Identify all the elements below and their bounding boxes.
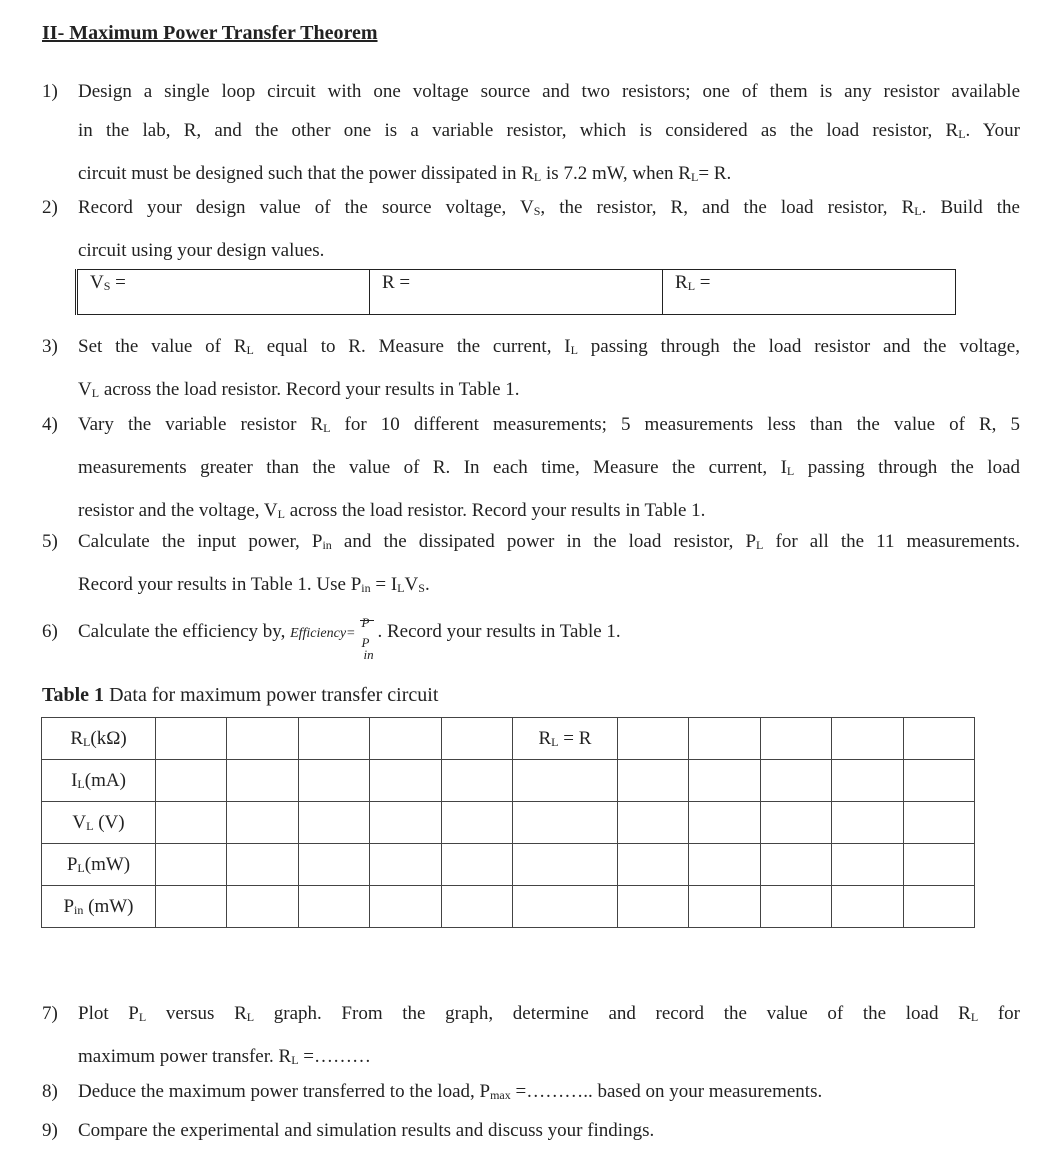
step-line: $V_L$ across the load resistor. Record your results in Table 1. — [78, 379, 520, 400]
table-cell[interactable] — [760, 886, 831, 928]
rl-cell[interactable]: $R_L$ = — [663, 270, 956, 315]
table-cell[interactable] — [689, 718, 760, 760]
table-cell[interactable] — [441, 886, 512, 928]
step-9: 9) Compare the experimental and simulation results and discuss your findings. — [42, 1111, 1020, 1151]
table-row — [42, 886, 975, 928]
table-cell[interactable] — [903, 802, 974, 844]
table-cell[interactable] — [370, 802, 441, 844]
table-cell[interactable] — [441, 802, 512, 844]
r-cell[interactable]: R = — [370, 270, 663, 315]
step-line: measurements greater than the value of R. In each time, Measure the current, $I_L$ passing through the load — [78, 457, 1020, 478]
table-cell[interactable] — [156, 718, 227, 760]
table-cell[interactable] — [512, 844, 617, 886]
table-cell[interactable] — [617, 886, 688, 928]
table-cell[interactable] — [156, 844, 227, 886]
design-values-table — [75, 269, 956, 315]
table-cell[interactable] — [760, 718, 831, 760]
step-line: Calculate the input power, $P_{in}$ and the dissipated power in the load resistor, $P_L$ for all the 11 measurements. — [78, 531, 1020, 552]
step-7 — [42, 994, 1020, 1074]
table-cell[interactable] — [903, 886, 974, 928]
step-number: 1) — [42, 81, 58, 102]
table-cell[interactable] — [156, 760, 227, 802]
table-cell[interactable] — [156, 886, 227, 928]
step-line: Vary the variable resistor $R_L$ for 10 different measurements; 5 measurements less than the value of R, 5 — [78, 414, 1020, 435]
table-cell[interactable] — [832, 886, 903, 928]
table-cell[interactable] — [617, 760, 688, 802]
table-cell[interactable] — [370, 718, 441, 760]
table-row — [42, 760, 975, 802]
step-3 — [42, 327, 1020, 407]
step-number: 5) — [42, 531, 58, 552]
table-cell[interactable] — [760, 802, 831, 844]
step-number: 7) — [42, 1003, 58, 1024]
table-cell[interactable] — [689, 844, 760, 886]
table-cell[interactable] — [617, 844, 688, 886]
table-caption: Table 1 Data for maximum power transfer circuit — [42, 684, 439, 706]
table-cell[interactable] — [227, 886, 298, 928]
table-cell[interactable] — [298, 886, 369, 928]
row-header: $I_L(mA)$ — [42, 760, 156, 802]
step-number: 3) — [42, 336, 58, 357]
row-header: $R_L(k\Omega)$ — [42, 718, 156, 760]
row-header: $P_{in}$ (mW) — [42, 886, 156, 928]
step-4 — [42, 405, 1020, 525]
table-cell[interactable] — [832, 718, 903, 760]
step-line: Set the value of $R_L$ equal to R. Measure the current, $I_L$ passing through the load resistor and the voltage, — [78, 336, 1020, 357]
row-header: $V_L$ (V) — [42, 802, 156, 844]
table-cell[interactable] — [903, 718, 974, 760]
table-row — [42, 802, 975, 844]
table-row — [42, 844, 975, 886]
efficiency-fraction: P P in — [361, 615, 374, 662]
table-cell-rl-eq-r[interactable]: $R_L = R$ — [512, 718, 617, 760]
table-cell[interactable] — [370, 886, 441, 928]
step-1 — [42, 72, 1020, 192]
table-cell[interactable] — [617, 802, 688, 844]
table-cell[interactable] — [760, 844, 831, 886]
table-cell[interactable] — [617, 718, 688, 760]
table-cell[interactable] — [512, 760, 617, 802]
step-line: Design a single loop circuit with one voltage source and two resistors; one of them is any resistor available — [78, 81, 1020, 102]
step-number: 6) — [42, 621, 58, 642]
table-cell[interactable] — [689, 886, 760, 928]
table-cell[interactable] — [156, 802, 227, 844]
table-cell[interactable] — [512, 886, 617, 928]
table-cell[interactable] — [832, 802, 903, 844]
step-number: 4) — [42, 414, 58, 435]
step-8: 8) Deduce the maximum power transferred to the load, $P_{max}$ =……….. based on your measurements. — [42, 1072, 1020, 1112]
table-cell[interactable] — [370, 844, 441, 886]
data-table — [41, 717, 975, 928]
step-line: circuit using your design values. — [78, 240, 325, 261]
step-5 — [42, 522, 1020, 602]
efficiency-label: Efficiency= — [290, 626, 356, 641]
row-header: $P_L(mW)$ — [42, 844, 156, 886]
step-line: maximum power transfer. $R_L$ =……… — [78, 1046, 371, 1067]
step-line: Record your results in Table 1. Use $P_{in} = I_LV_S$. — [78, 574, 430, 595]
table-cell[interactable] — [441, 718, 512, 760]
step-line: Plot $P_L$ versus $R_L$ graph. From the graph, determine and record the value of the load $R_L$ for — [78, 1003, 1020, 1024]
step-number: 8) — [42, 1081, 58, 1102]
table-cell[interactable] — [441, 760, 512, 802]
step-2 — [42, 188, 1020, 268]
table-cell[interactable] — [227, 760, 298, 802]
table-cell[interactable] — [903, 844, 974, 886]
table-cell[interactable] — [441, 844, 512, 886]
step-line: resistor and the voltage, $V_L$ across the load resistor. Record your results in Table 1. — [78, 500, 706, 521]
table-cell[interactable] — [227, 802, 298, 844]
table-cell[interactable] — [298, 844, 369, 886]
table-cell[interactable] — [903, 760, 974, 802]
table-row — [42, 718, 975, 760]
step-line: in the lab, R, and the other one is a variable resistor, which is considered as the load resistor, $R_L$. Your — [78, 120, 1020, 141]
step-line: circuit must be designed such that the power dissipated in $R_L$ is 7.2 mW, when $R_L= R$. — [78, 163, 732, 184]
table-cell[interactable] — [370, 760, 441, 802]
table-cell[interactable] — [227, 718, 298, 760]
table-cell[interactable] — [227, 844, 298, 886]
step-number: 9) — [42, 1120, 58, 1141]
step-6: 6) Calculate the efficiency by, Efficiency= P P in . Record your results in Table 1. — [42, 612, 1020, 662]
table-cell[interactable] — [689, 760, 760, 802]
table-cell[interactable] — [832, 844, 903, 886]
step-number: 2) — [42, 197, 58, 218]
step-line: Record your design value of the source voltage, $V_S$, the resistor, R, and the load resistor, $R_L$. Build the — [78, 197, 1020, 218]
table-cell[interactable] — [298, 760, 369, 802]
table-cell[interactable] — [760, 760, 831, 802]
section-heading: II- Maximum Power Transfer Theorem — [42, 22, 378, 44]
table-cell[interactable] — [298, 718, 369, 760]
table-cell[interactable] — [689, 802, 760, 844]
vs-cell[interactable]: $V_S$ = — [77, 270, 370, 315]
table-cell[interactable] — [832, 760, 903, 802]
table-cell[interactable] — [298, 802, 369, 844]
table-cell[interactable] — [512, 802, 617, 844]
